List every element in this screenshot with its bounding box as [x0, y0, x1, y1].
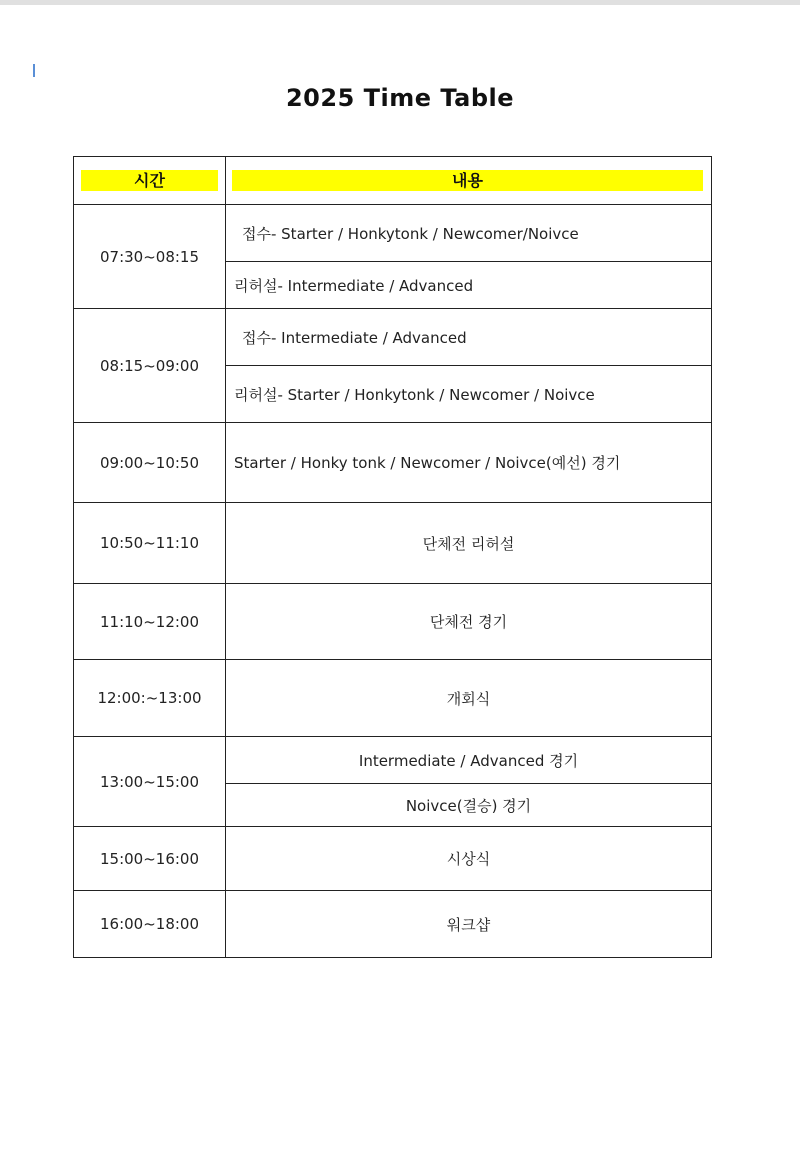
top-border	[0, 0, 800, 5]
content-cell: 시상식	[226, 827, 712, 891]
table-row	[74, 660, 712, 737]
table-row	[74, 423, 712, 503]
text-cursor	[33, 64, 35, 77]
time-cell: 16:00~18:00	[74, 891, 226, 958]
timetable	[73, 156, 712, 958]
content-cell: Noivce(결승) 경기	[226, 784, 712, 827]
content-cell: Intermediate / Advanced 경기	[226, 737, 712, 784]
content-cell: 리허설- Starter / Honkytonk / Newcomer / Noivce	[226, 366, 712, 423]
time-cell: 09:00~10:50	[74, 423, 226, 503]
content-cell: Starter / Honky tonk / Newcomer / Noivce(예선) 경기	[226, 423, 712, 503]
header-content-label: 내용	[232, 170, 703, 191]
time-cell: 15:00~16:00	[74, 827, 226, 891]
table-row	[74, 737, 712, 784]
content-cell: 워크샵	[226, 891, 712, 958]
time-cell: 13:00~15:00	[74, 737, 226, 827]
content-cell: 리허설- Intermediate / Advanced	[226, 262, 712, 309]
table-row	[74, 205, 712, 262]
time-cell: 10:50~11:10	[74, 503, 226, 584]
table-row	[74, 891, 712, 958]
document-title: 2025 Time Table	[285, 84, 515, 112]
header-time-label: 시간	[81, 170, 218, 191]
table-row	[74, 584, 712, 660]
table-row	[74, 827, 712, 891]
header-time-cell	[74, 157, 226, 205]
time-cell: 07:30~08:15	[74, 205, 226, 309]
time-cell: 12:00:~13:00	[74, 660, 226, 737]
content-cell: 단체전 리허설	[226, 503, 712, 584]
header-content-cell	[226, 157, 712, 205]
content-cell: 접수- Intermediate / Advanced	[226, 309, 712, 366]
table-row	[74, 503, 712, 584]
time-cell: 08:15~09:00	[74, 309, 226, 423]
table-row	[74, 309, 712, 366]
time-cell: 11:10~12:00	[74, 584, 226, 660]
content-cell: 개회식	[226, 660, 712, 737]
content-cell: 접수- Starter / Honkytonk / Newcomer/Noivce	[226, 205, 712, 262]
header-row	[74, 157, 712, 205]
content-cell: 단체전 경기	[226, 584, 712, 660]
